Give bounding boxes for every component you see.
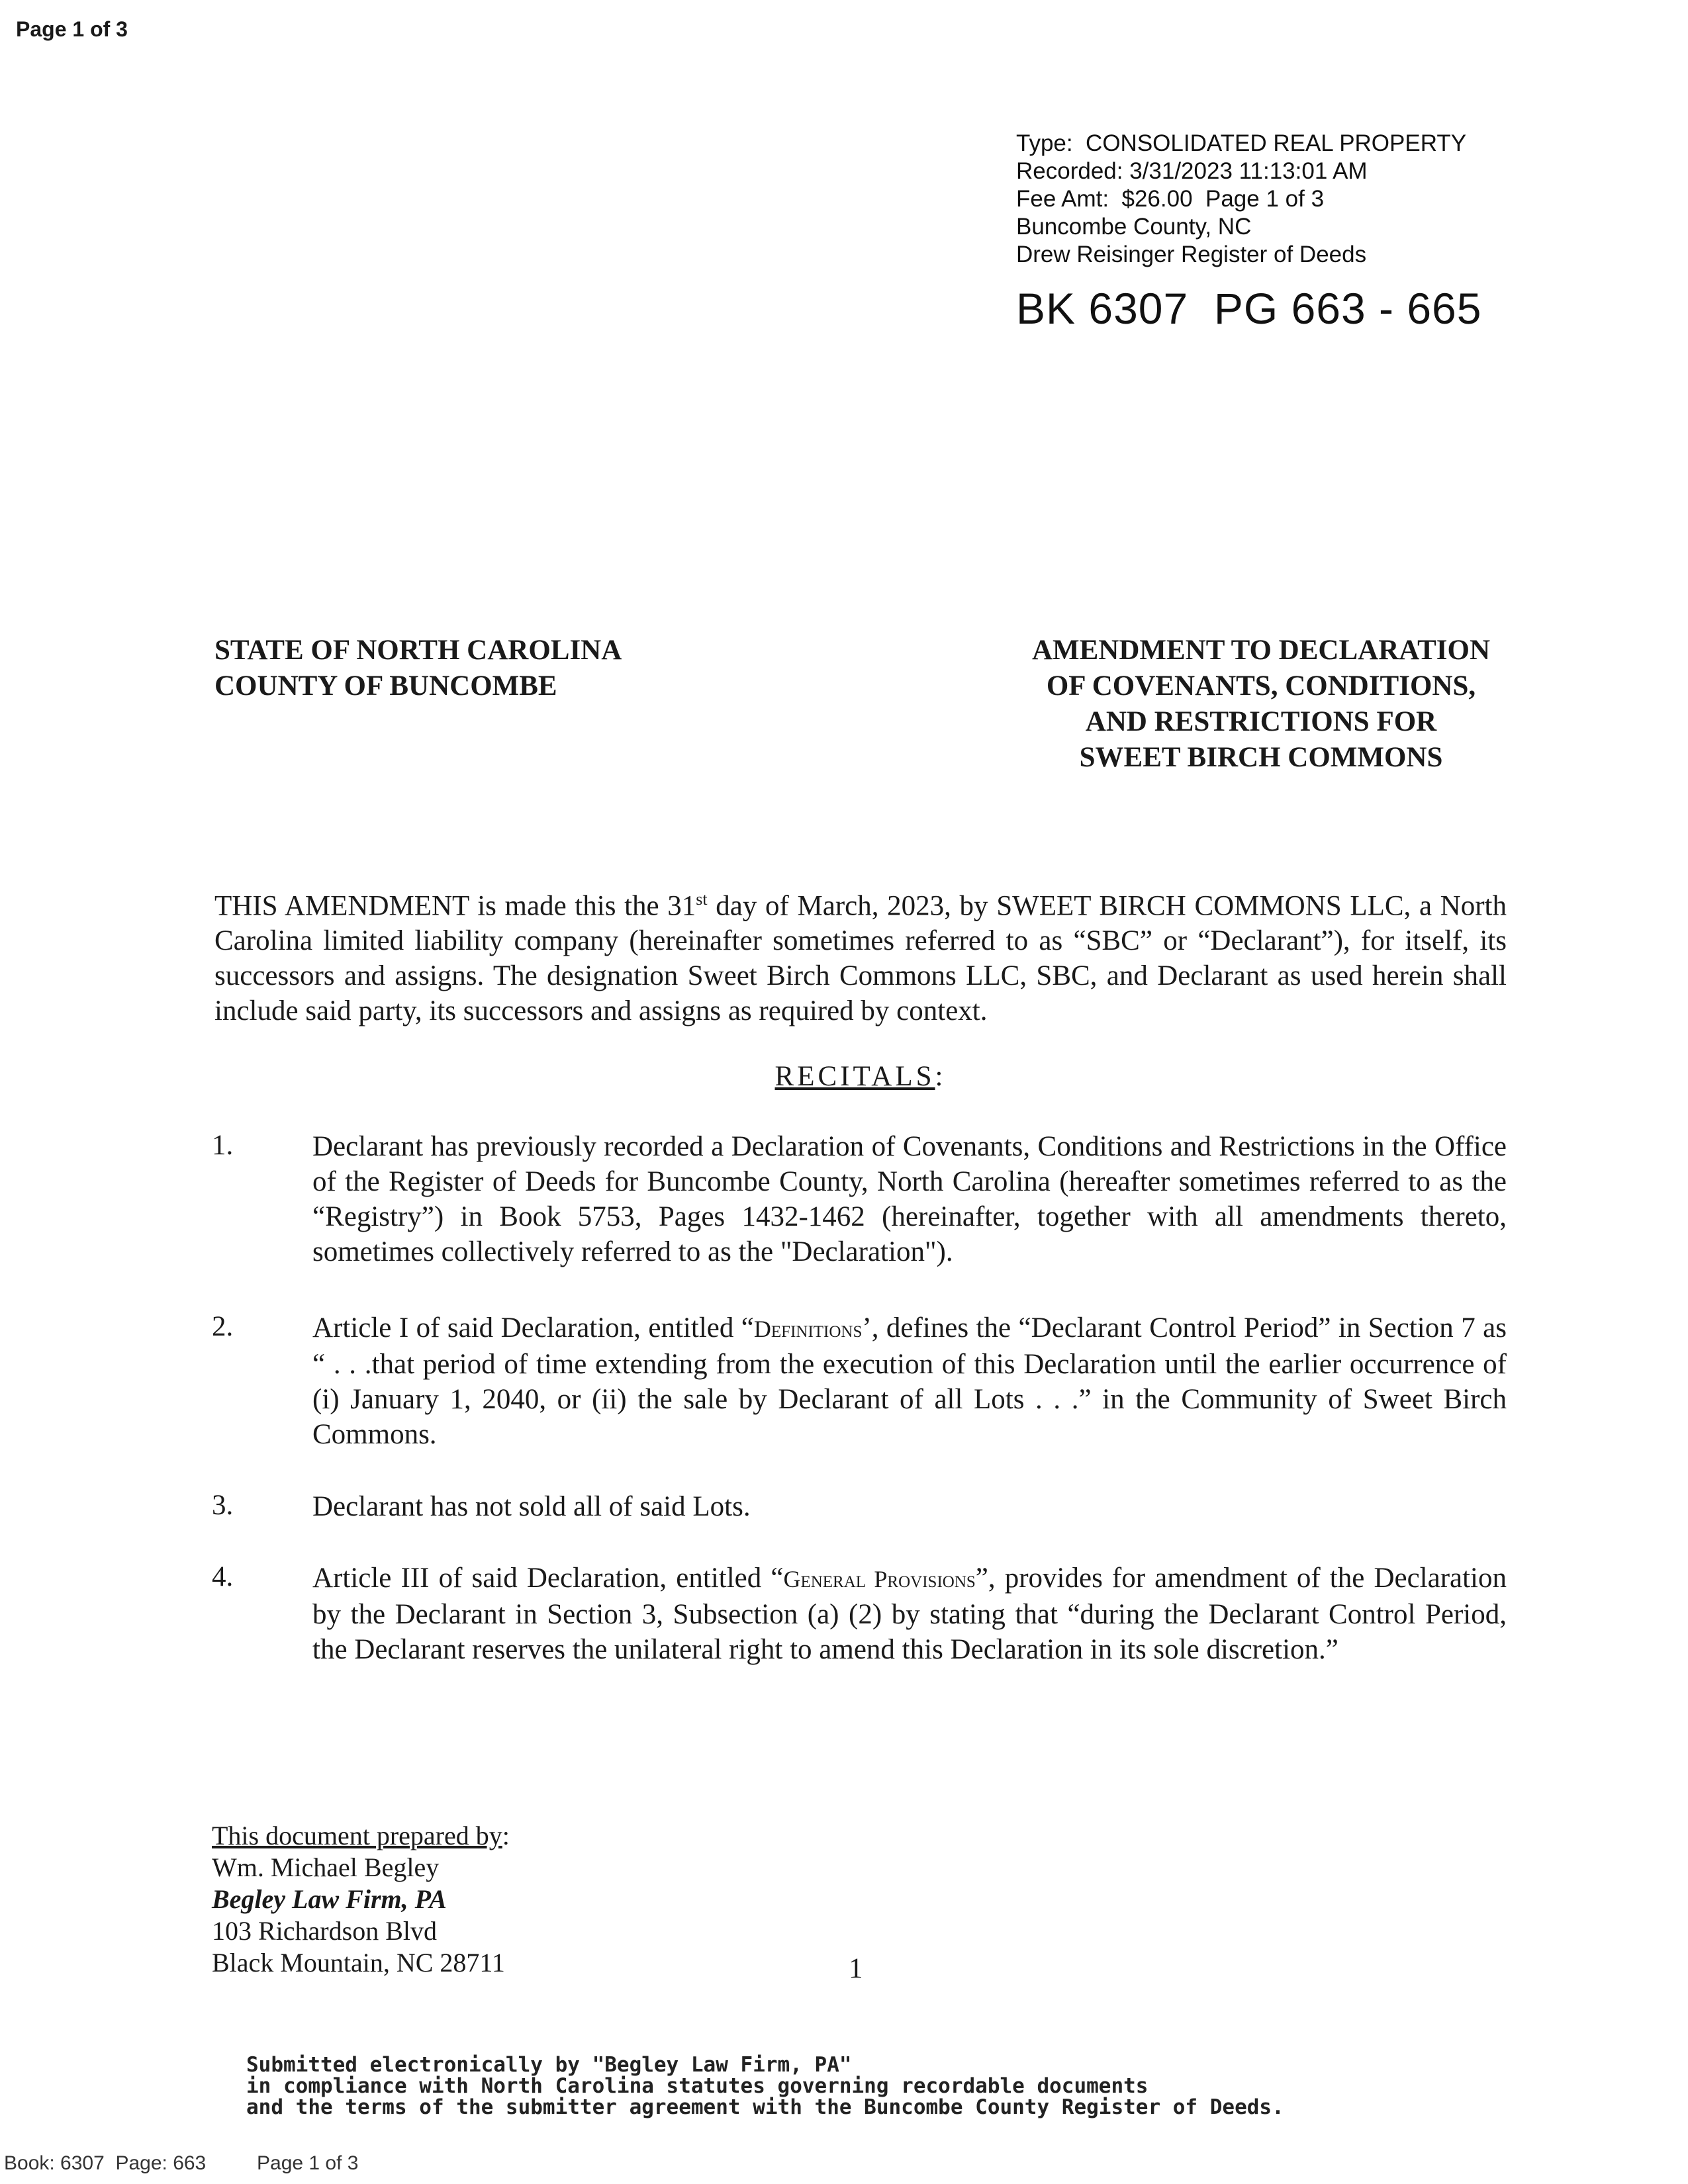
- recital-text: Declarant has not sold all of said Lots.: [312, 1491, 751, 1522]
- stamp-fee: Fee Amt: $26.00 Page 1 of 3: [1016, 186, 1325, 212]
- book-page-reference: BK 6307 PG 663 - 665: [1016, 284, 1482, 333]
- preparer-header: [212, 1820, 510, 1852]
- intro-text-rest: day of March, 2023, by SWEET BIRCH COMMONS LLC, a North Carolina limited liability company (hereinafter sometimes referred to as “SBC” or “Declarant”), for itself, its successors and assigns. The designation Sweet Birch Commons LLC, SBC, and Declarant as used herein shall include said party, its successors and assigns as required by context.: [214, 890, 1507, 1027]
- recital-text-pre: Article I of said Declaration, entitled “: [312, 1312, 754, 1343]
- submission-notice: [246, 2054, 1284, 2118]
- preparer-header-colon: :: [502, 1821, 510, 1850]
- state-heading: STATE OF NORTH CAROLINA: [214, 635, 622, 666]
- recital-text: Declarant has previously recorded a Declaration of Covenants, Conditions and Restrictions in the Office of the Register of Deeds for Buncombe County, North Carolina (hereafter sometimes referred to as the “Registry”) in Book 5753, Pages 1432-1462 (hereinafter, together with all amendments thereto, sometimes collectively referred to as the "Declaration").: [312, 1131, 1507, 1267]
- intro-text: THIS AMENDMENT is made this the 31: [214, 890, 696, 922]
- preparer-name: Wm. Michael Begley: [212, 1852, 440, 1882]
- stamp-register: Drew Reisinger Register of Deeds: [1016, 242, 1367, 267]
- stamp-county: Buncombe County, NC: [1016, 214, 1252, 240]
- recitals-heading-text: RECITALS: [774, 1061, 935, 1092]
- ordinal-suffix: st: [696, 889, 708, 909]
- preparer-header-text: This document prepared by: [212, 1821, 502, 1850]
- page-counter: Page 1 of 3: [16, 17, 128, 41]
- title-line: OF COVENANTS, CONDITIONS,: [1046, 670, 1476, 702]
- county-heading: COUNTY OF BUNCOMBE: [214, 670, 557, 702]
- recital-number: 3.: [212, 1490, 234, 1521]
- recital-term: General Provisions: [783, 1566, 976, 1592]
- recital-text-post: ”, provides for amendment of the Declaration by the Declarant in Section 3, Subsection (a) (2) by stating that “during the Declarant Control Period, the Declarant reserves the unilateral right to amend this Declaration in its sole discretion.”: [312, 1563, 1507, 1665]
- recital-term: Definitions: [753, 1316, 863, 1342]
- preparer-address-line: Black Mountain, NC 28711: [212, 1948, 505, 1978]
- stamp-type: Type: CONSOLIDATED REAL PROPERTY: [1016, 130, 1467, 156]
- title-line: AMENDMENT TO DECLARATION: [1031, 635, 1491, 666]
- recording-stamp: [1016, 130, 1466, 269]
- notice-line: Submitted electronically by "Begley Law Firm, PA": [246, 2053, 852, 2077]
- recitals-heading-colon: :: [935, 1061, 947, 1092]
- jurisdiction-block: [214, 633, 622, 704]
- stamp-recorded: Recorded: 3/31/2023 11:13:01 AM: [1016, 158, 1368, 184]
- recital-text: [312, 1310, 1507, 1452]
- preparer-address-line: 103 Richardson Blvd: [212, 1916, 437, 1946]
- preparer-firm: Begley Law Firm, PA: [212, 1884, 447, 1914]
- recital-number: 4.: [212, 1561, 234, 1592]
- intro-paragraph: [214, 882, 1507, 1028]
- title-line: AND RESTRICTIONS FOR: [1085, 706, 1437, 737]
- footer-book-page: Book: 6307 Page: 663: [4, 2152, 207, 2174]
- footer-page-count: Page 1 of 3: [257, 2152, 359, 2174]
- notice-line: in compliance with North Carolina statutes governing recordable documents: [246, 2074, 1149, 2098]
- preparer-block: [212, 1820, 510, 1979]
- recital-number: 2.: [212, 1311, 234, 1342]
- page-number: 1: [849, 1953, 863, 1984]
- recitals-heading: [0, 1060, 1688, 1093]
- notice-line: and the terms of the submitter agreement with the Buncombe County Register of Deeds.: [246, 2095, 1284, 2119]
- document-title: [980, 633, 1542, 776]
- recital-text-pre: Article III of said Declaration, entitled “: [312, 1563, 784, 1594]
- recital-text-post: ’, defines the “Declarant Control Period” in Section 7 as “ . . .that period of time extending from the execution of this Declaration until the earlier occurrence of (i) January 1, 2040, or (ii) the sale by Declarant of all Lots . . .” in the Community of Sweet Birch Commons.: [312, 1312, 1507, 1450]
- recital-number: 1.: [212, 1130, 234, 1161]
- title-line: SWEET BIRCH COMMONS: [1079, 742, 1443, 773]
- recital-text: [312, 1561, 1507, 1667]
